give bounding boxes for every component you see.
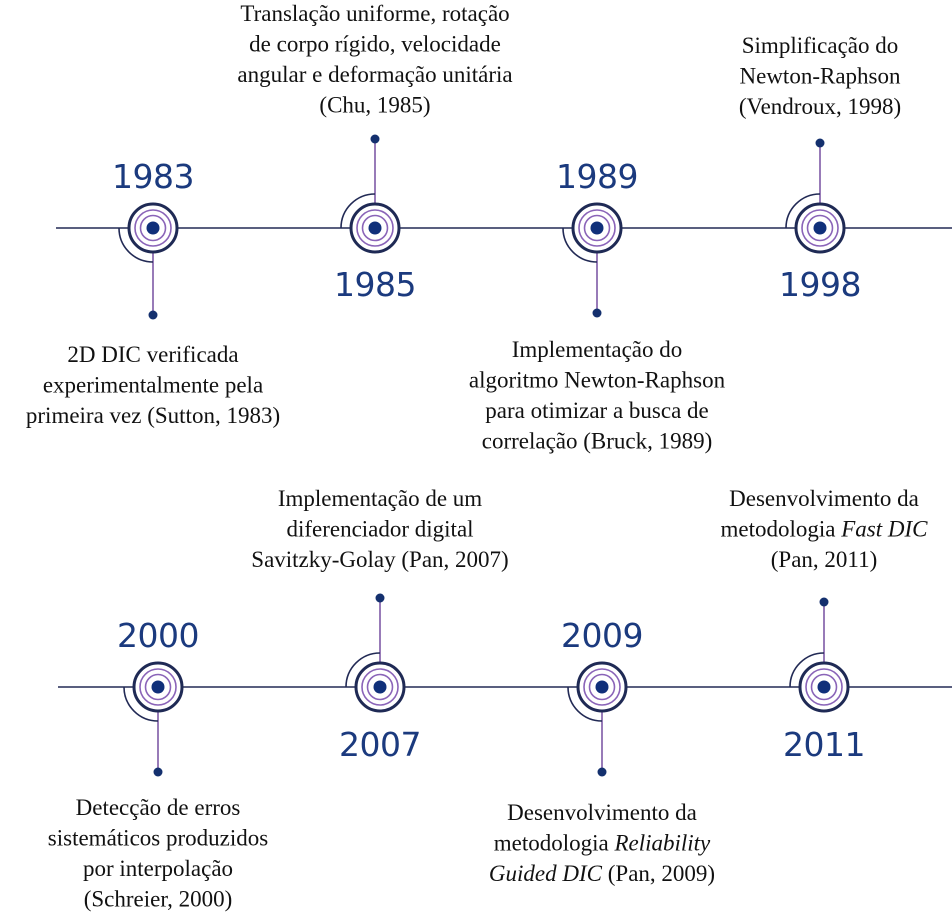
event-text: (Schreier, 2000) — [83, 886, 233, 912]
event-text: Guided DIC — [488, 861, 602, 886]
event-text: Desenvolvimento da — [729, 486, 919, 511]
event-description — [739, 33, 901, 119]
event-text: correlação (Bruck, 1989) — [481, 428, 713, 454]
milestone-2009 — [489, 616, 715, 886]
event-text: sistemáticos produzidos — [47, 825, 269, 851]
event-text: (Chu, 1985) — [319, 92, 431, 118]
timeline-row-2 — [48, 486, 952, 912]
event-text: (Pan, 2009) — [602, 861, 716, 886]
event-description — [469, 337, 726, 454]
milestone-1989 — [469, 157, 726, 454]
milestone-2011 — [721, 486, 929, 764]
event-text: para otimizar a busca de — [485, 398, 709, 423]
stem-end-dot — [371, 135, 380, 144]
year-label: 2007 — [339, 725, 421, 764]
event-text: Detecção de erros — [75, 795, 241, 820]
event-text: (Vendroux, 1998) — [738, 94, 902, 119]
target-core — [374, 681, 387, 694]
year-label: 2000 — [117, 616, 199, 655]
event-description — [721, 486, 929, 572]
target-core — [814, 222, 827, 235]
event-text: 2D DIC verificada — [67, 342, 239, 367]
stem-end-dot — [598, 768, 607, 777]
event-text: Implementação de um — [277, 486, 483, 511]
event-text: experimentalmente pela — [42, 372, 264, 398]
milestone-1985 — [237, 1, 512, 304]
stem-end-dot — [149, 311, 158, 320]
event-text: metodologia — [720, 516, 842, 542]
stem-end-dot — [593, 309, 602, 318]
milestone-2007 — [251, 486, 508, 764]
event-text: diferenciador digital — [286, 516, 474, 542]
event-text: Reliability — [614, 830, 711, 856]
event-text: Newton-Raphson — [739, 63, 901, 89]
event-text: metodologia — [493, 830, 615, 856]
target-core — [152, 681, 165, 694]
milestone-1998 — [739, 33, 901, 304]
year-label: 1989 — [556, 157, 638, 196]
milestone-2000 — [48, 616, 268, 912]
target-core — [591, 222, 604, 235]
target-core — [147, 222, 160, 235]
target-core — [369, 222, 382, 235]
event-description — [237, 1, 512, 118]
target-core — [596, 681, 609, 694]
event-text: de corpo rígido, velocidade — [249, 31, 501, 57]
event-text: angular e deformação unitária — [237, 62, 513, 87]
event-description — [251, 486, 508, 572]
stem-end-dot — [376, 594, 385, 603]
stem-end-dot — [154, 768, 163, 777]
event-text: (Pan, 2011) — [770, 547, 878, 572]
event-description — [26, 342, 280, 428]
timeline-row-1 — [26, 1, 952, 454]
event-text: Desenvolvimento da — [507, 800, 697, 825]
event-text: Implementação do — [511, 337, 683, 362]
event-text: Translação uniforme, rotação — [240, 1, 510, 26]
year-label: 2009 — [561, 616, 643, 655]
stem-end-dot — [816, 139, 825, 148]
event-text: Simplificação do — [741, 33, 899, 58]
year-label: 1998 — [779, 265, 861, 304]
event-text: Savitzky-Golay (Pan, 2007) — [251, 547, 509, 572]
event-description — [489, 800, 715, 886]
event-text: primeira vez (Sutton, 1983) — [25, 403, 281, 428]
year-label: 1985 — [334, 265, 416, 304]
stem-end-dot — [820, 598, 829, 607]
event-description — [48, 795, 268, 912]
event-text: Fast DIC — [841, 516, 928, 542]
milestone-1983 — [26, 157, 280, 428]
year-label: 2011 — [783, 725, 865, 764]
event-text: algoritmo Newton-Raphson — [468, 367, 726, 393]
event-text: por interpolação — [82, 856, 234, 881]
year-label: 1983 — [112, 157, 194, 196]
target-core — [818, 681, 831, 694]
